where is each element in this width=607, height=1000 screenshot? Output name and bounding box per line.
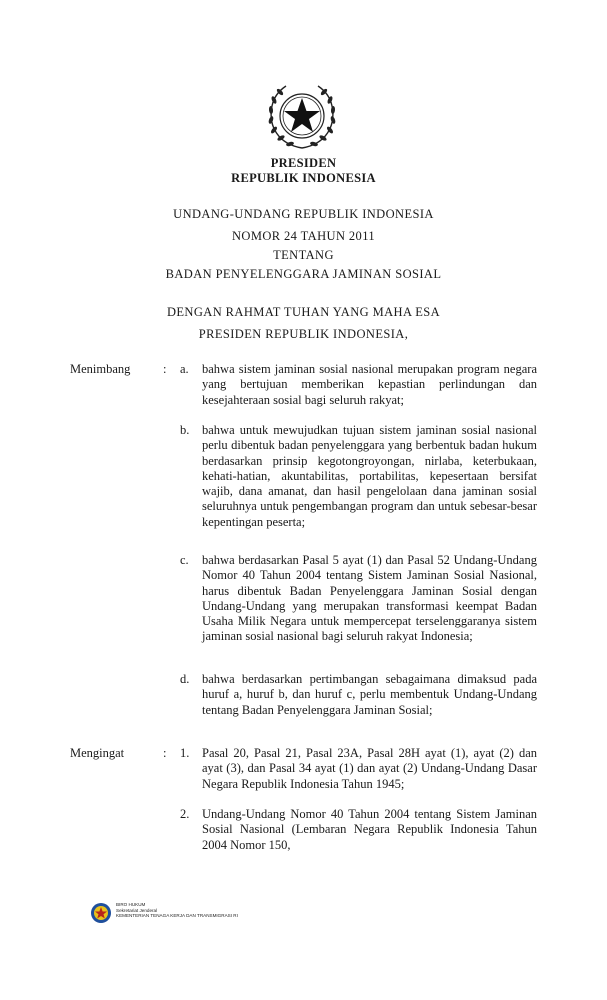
footer-line-2: Sekretariat Jenderal — [116, 907, 158, 913]
law-number: NOMOR 24 TAHUN 2011 — [231, 229, 376, 243]
footer-line-1: BIRO HUKUM — [116, 902, 146, 907]
garuda-star-emblem-icon — [264, 82, 340, 152]
menimbang-marker-b: b. — [180, 423, 190, 437]
menimbang-marker-a: a. — [180, 362, 189, 376]
menimbang-marker-d: d. — [180, 672, 190, 686]
footer-line-3: KEMENTERIAN TENAGA KERJA DAN TRANSMIGRASI RI — [116, 913, 238, 918]
menimbang-item-d: bahwa berdasarkan pertimbangan sebagaimana dimaksud pada huruf a, huruf b, dan huruf c, perlu membentuk Undang-Undang tentang Badan Penyelenggara Jaminan Sosial; — [202, 672, 537, 717]
mengingat-colon: : — [163, 746, 167, 760]
law-tentang: TENTANG — [273, 248, 334, 262]
mengingat-marker-2: 2. — [180, 807, 190, 821]
ministry-logo-icon — [90, 902, 112, 924]
mengingat-label: Mengingat — [70, 746, 125, 760]
footer-caption — [116, 902, 238, 919]
mengingat-marker-1: 1. — [180, 746, 190, 760]
menimbang-marker-c: c. — [180, 553, 189, 567]
menimbang-item-b: bahwa untuk mewujudkan tujuan sistem jaminan sosial nasional perlu dibentuk badan penyelenggara yang berbentuk badan hukum berdasarkan prinsip kegotongroyongan, nirlaba, keterbukaan, kehati-hatian, akuntabilitas, portabilitas, kepesertaan bersifat wajib, dana amanat, dan hasil pengelolaan dana jaminan sosial seluruhnya untuk pengembangan program dan untuk sebesar-besar kepentingan peserta; — [202, 423, 537, 529]
header-presiden: PRESIDEN — [270, 156, 337, 170]
mengingat-item-2: Undang-Undang Nomor 40 Tahun 2004 tentang Sistem Jaminan Sosial Nasional (Lembaran Negara Republik Indonesia Tahun 2004 Nomor 150, — [202, 807, 537, 852]
mengingat-item-1: Pasal 20, Pasal 21, Pasal 23A, Pasal 28H ayat (1), ayat (2) dan ayat (3), dan Pasal 34 ayat (1) dan ayat (2) Undang-Undang Dasar Negara Republik Indonesia Tahun 1945; — [202, 746, 537, 791]
menimbang-colon: : — [163, 362, 167, 376]
header-republik-indonesia: REPUBLIK INDONESIA — [231, 171, 376, 185]
menimbang-item-c: bahwa berdasarkan Pasal 5 ayat (1) dan Pasal 52 Undang-Undang Nomor 40 Tahun 2004 tentang Sistem Jaminan Sosial Nasional, harus dibentuk Badan Penyelenggara Jaminan Sosial dengan Undang-Undang yang merupakan transformasi keempat Badan Usaha Milik Negara untuk mempercepat terselenggaranya sistem jaminan sosial nasional bagi seluruh rakyat Indonesia; — [202, 553, 537, 644]
menimbang-item-a: bahwa sistem jaminan sosial nasional merupakan program negara yang bertujuan memberikan kepastian perlindungan dan kesejahteraan sosial bagi seluruh rakyat; — [202, 362, 537, 407]
law-subject: BADAN PENYELENGGARA JAMINAN SOSIAL — [165, 267, 442, 281]
law-title: UNDANG-UNDANG REPUBLIK INDONESIA — [173, 207, 434, 221]
preamble-rahmat: DENGAN RAHMAT TUHAN YANG MAHA ESA — [166, 305, 441, 319]
menimbang-label: Menimbang — [70, 362, 131, 376]
preamble-presiden: PRESIDEN REPUBLIK INDONESIA, — [198, 327, 409, 341]
